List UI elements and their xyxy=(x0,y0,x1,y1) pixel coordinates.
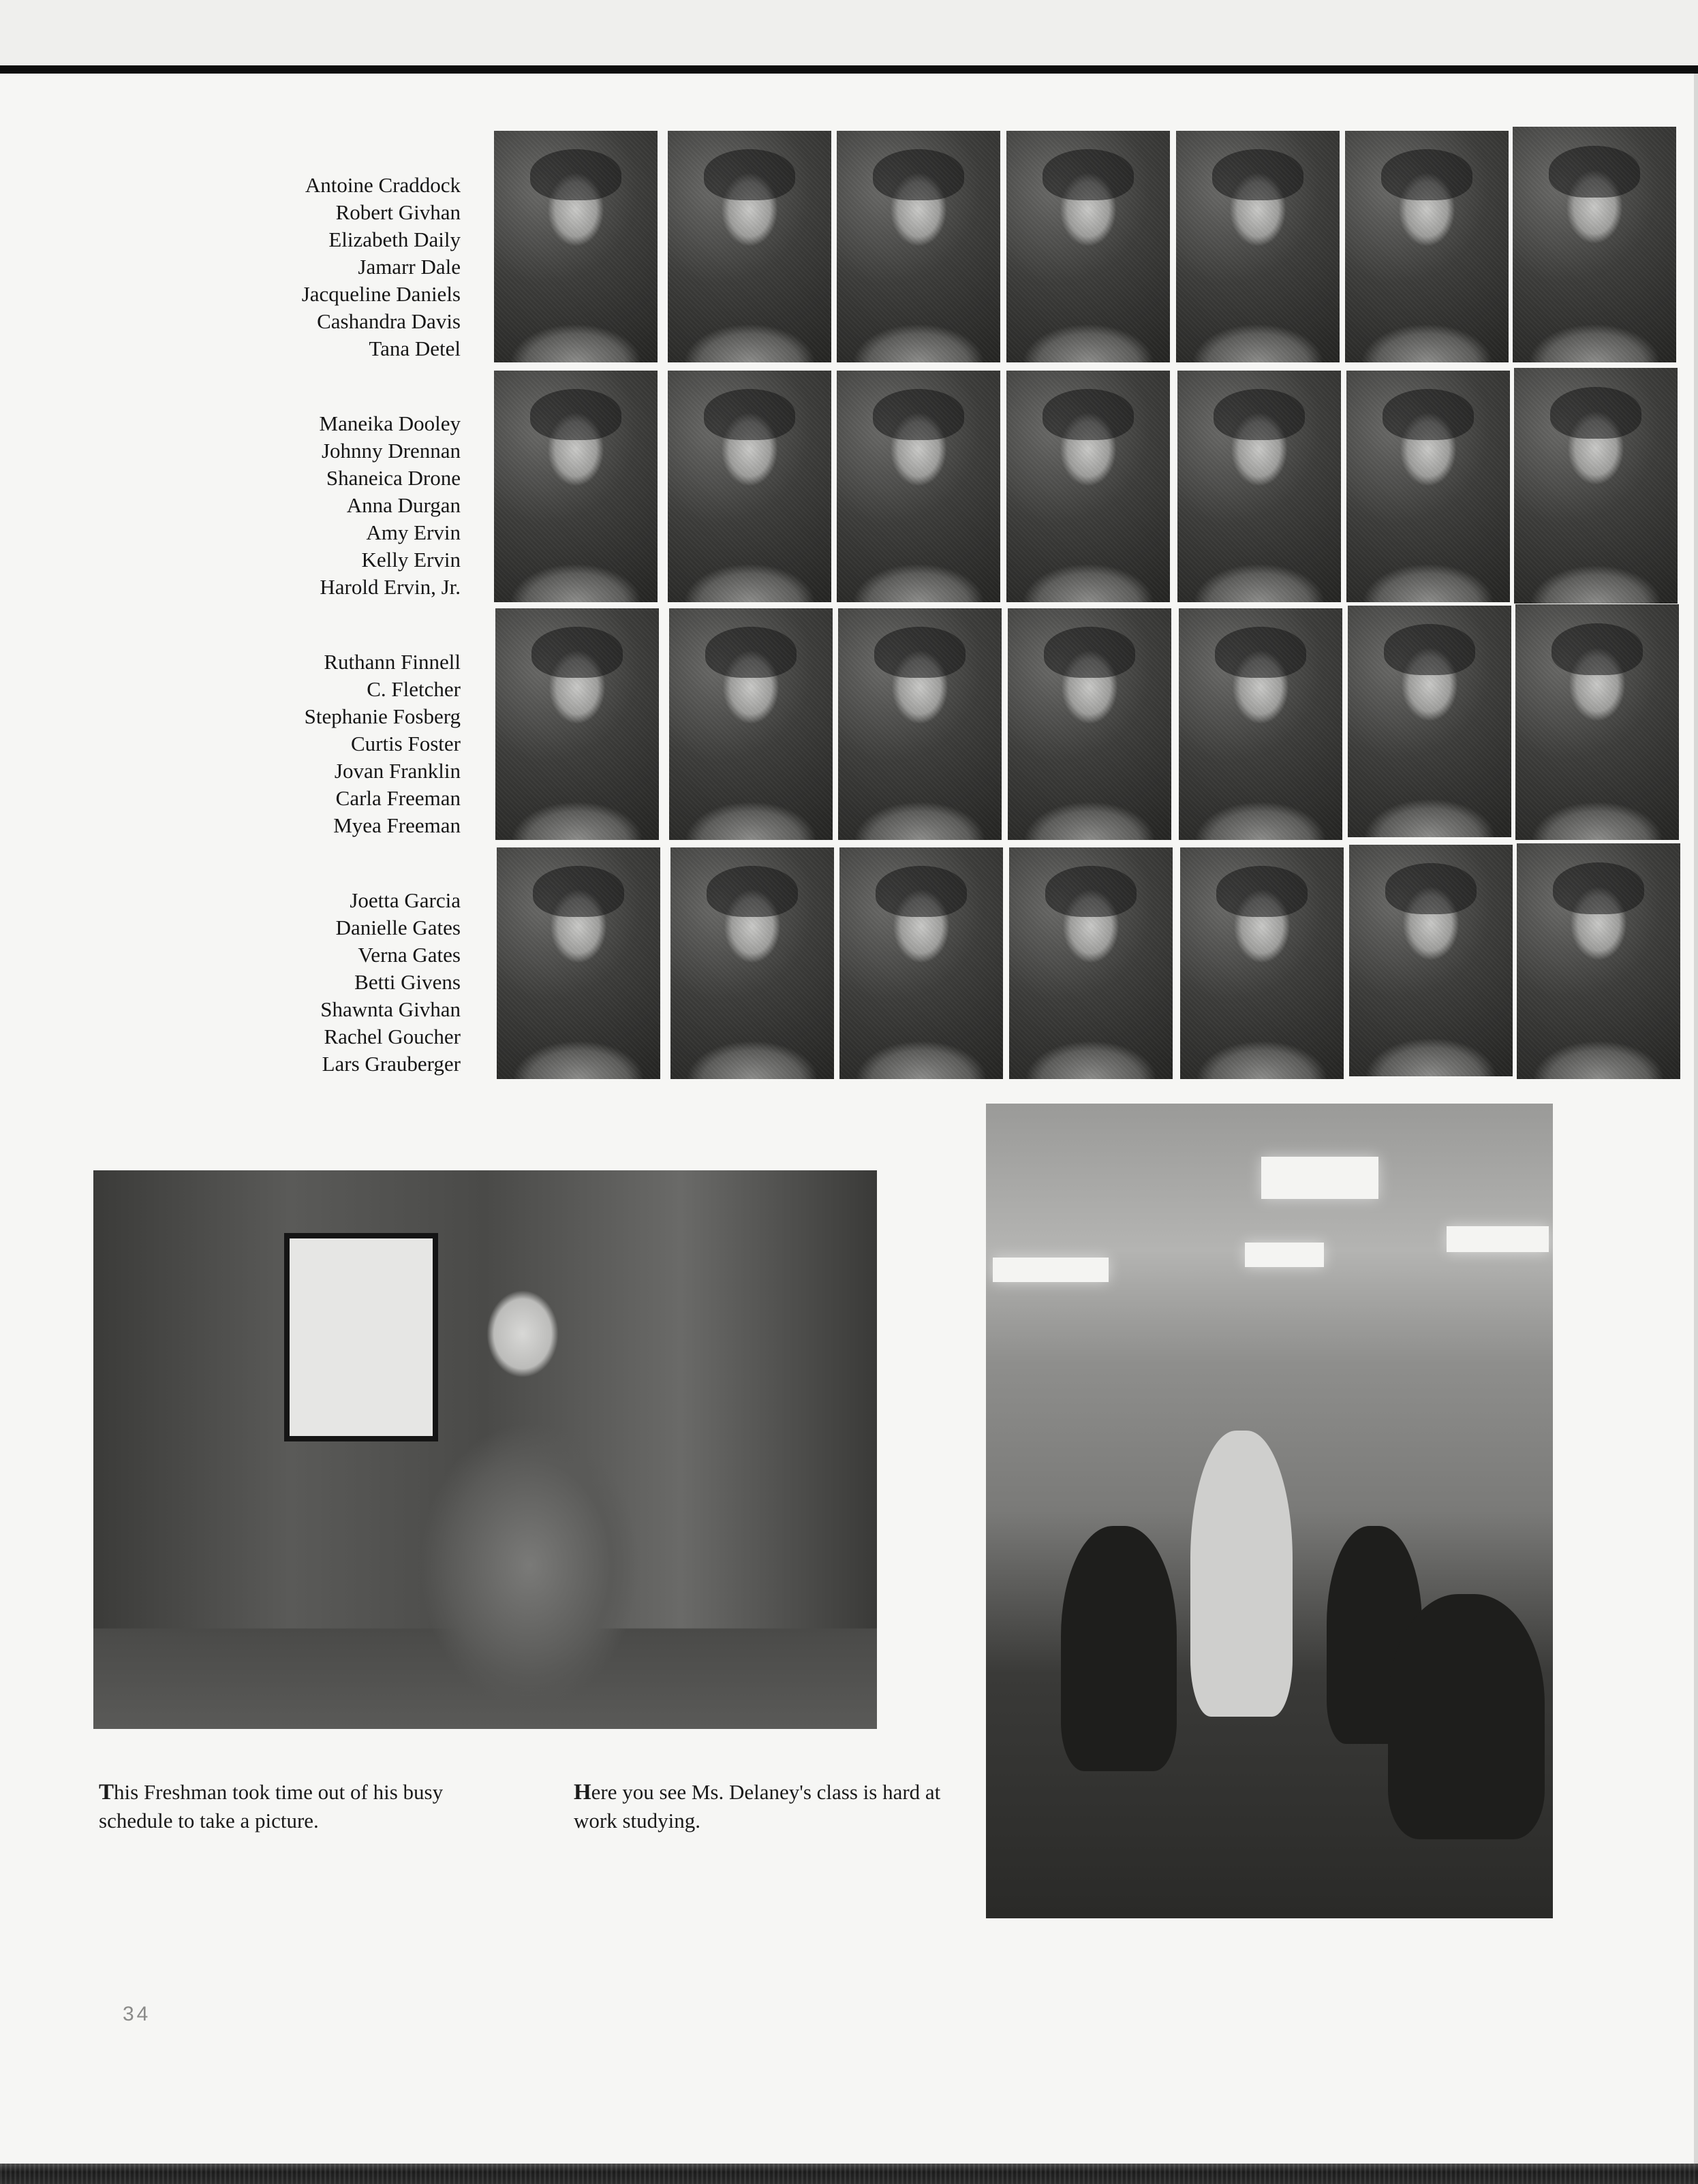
page-bottom-edge xyxy=(0,2164,1698,2184)
student-portrait xyxy=(497,847,660,1079)
caption-text: his Freshman took time out of his busy schedule to take a picture. xyxy=(99,1780,444,1832)
student-name: Jacqueline Daniels xyxy=(301,282,461,306)
freshman-photo xyxy=(93,1170,877,1729)
caption-left xyxy=(99,1778,508,1835)
student-portrait xyxy=(670,847,834,1079)
student-name: Joetta Garcia xyxy=(350,888,461,912)
student-portrait xyxy=(1513,127,1676,362)
student-portrait xyxy=(1008,608,1171,840)
student-portrait xyxy=(1006,371,1170,602)
student-portrait xyxy=(1514,368,1678,604)
page-number: 34 xyxy=(123,2003,151,2025)
ceiling-light xyxy=(1447,1226,1549,1252)
student-portrait xyxy=(494,131,658,362)
student-portrait xyxy=(839,847,1003,1079)
student-name: Amy Ervin xyxy=(366,520,461,544)
student-portrait xyxy=(1177,371,1341,602)
student-portrait xyxy=(668,131,831,362)
caption-right xyxy=(574,1778,955,1835)
student-name: Carla Freeman xyxy=(335,786,461,810)
student-name: Shawnta Givhan xyxy=(320,997,461,1021)
student-name: Robert Givhan xyxy=(335,200,461,224)
student-portrait xyxy=(837,371,1000,602)
student-portrait xyxy=(838,608,1002,840)
teacher xyxy=(1190,1431,1293,1717)
student-portrait xyxy=(1179,608,1342,840)
student-name: Curtis Foster xyxy=(350,732,461,755)
student-portrait xyxy=(495,608,659,840)
ceiling-light xyxy=(993,1258,1109,1282)
classroom-photo xyxy=(986,1104,1553,1918)
student-name: Danielle Gates xyxy=(335,916,461,939)
student-name: C. Fletcher xyxy=(367,677,461,701)
student-portrait xyxy=(1009,847,1173,1079)
student-name: Tana Detel xyxy=(369,337,461,360)
page-top-margin xyxy=(0,0,1698,65)
student-name: Jovan Franklin xyxy=(334,759,461,783)
student-portrait xyxy=(494,371,658,602)
student-name: Shaneica Drone xyxy=(326,466,461,490)
student-portrait xyxy=(669,608,833,840)
name-list-row-3 xyxy=(204,649,461,839)
student-name: Antoine Craddock xyxy=(305,173,461,197)
student-portrait xyxy=(1515,604,1679,840)
student-portrait xyxy=(668,371,831,602)
student-portrait xyxy=(1348,606,1511,837)
student-name: Ruthann Finnell xyxy=(324,650,461,674)
student xyxy=(1388,1594,1545,1839)
page-edge xyxy=(1694,74,1698,2164)
student-name: Elizabeth Daily xyxy=(328,228,461,251)
student-name: Anna Durgan xyxy=(346,493,461,517)
student-name: Rachel Goucher xyxy=(324,1025,461,1048)
ceiling-light xyxy=(1261,1157,1378,1199)
student-name: Lars Grauberger xyxy=(322,1052,461,1076)
student-portrait xyxy=(1345,131,1509,362)
student-name: Stephanie Fosberg xyxy=(304,704,461,728)
student-name: Maneika Dooley xyxy=(319,411,461,435)
top-rule xyxy=(0,65,1698,74)
student-portrait xyxy=(1349,845,1513,1076)
student-portrait xyxy=(1176,131,1340,362)
whiteboard xyxy=(284,1233,438,1441)
student-name: Cashandra Davis xyxy=(317,309,461,333)
student-name: Myea Freeman xyxy=(333,813,461,837)
student-name: Verna Gates xyxy=(358,943,461,967)
name-list-row-1 xyxy=(204,172,461,362)
name-list-row-2 xyxy=(204,410,461,601)
caption-initial: T xyxy=(99,1780,114,1805)
student-portrait xyxy=(1346,371,1510,602)
student-name: Jamarr Dale xyxy=(358,255,461,279)
student-name: Betti Givens xyxy=(354,970,461,994)
student-portrait xyxy=(1180,847,1344,1079)
student xyxy=(1061,1526,1177,1771)
caption-text: ere you see Ms. Delaney's class is hard at work studying. xyxy=(574,1780,941,1832)
student-portrait xyxy=(1517,843,1680,1079)
student-portrait xyxy=(1006,131,1170,362)
student-name: Kelly Ervin xyxy=(361,548,461,572)
ceiling-light xyxy=(1245,1243,1324,1267)
caption-initial: H xyxy=(574,1780,591,1805)
name-list-row-4 xyxy=(204,887,461,1078)
student-name: Johnny Drennan xyxy=(321,439,461,463)
student-name: Harold Ervin, Jr. xyxy=(320,575,461,599)
student-portrait xyxy=(837,131,1000,362)
